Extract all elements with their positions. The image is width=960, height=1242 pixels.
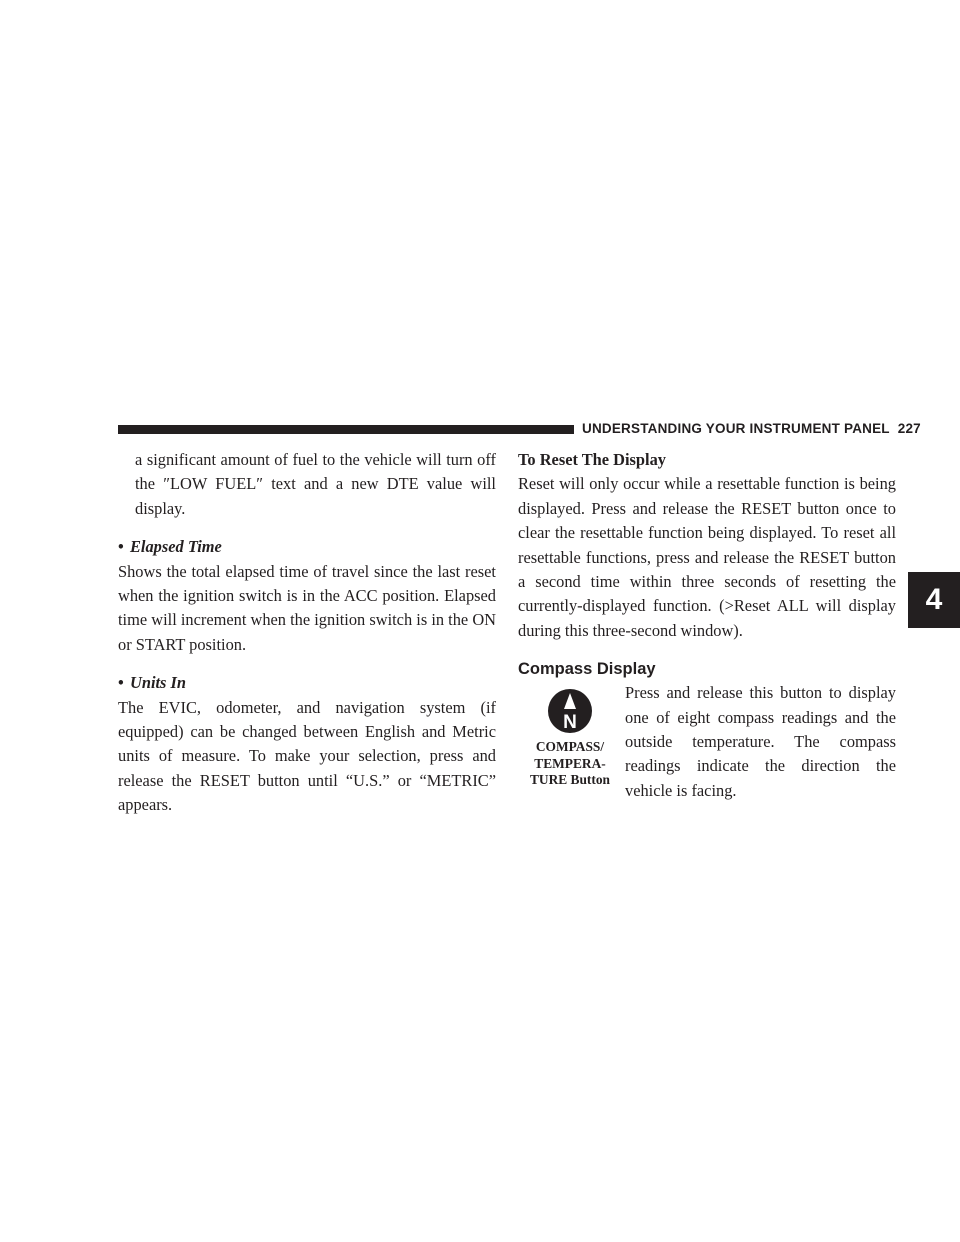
units-in-heading: • Units In	[118, 671, 496, 695]
chapter-tab: 4	[908, 572, 960, 628]
right-column	[518, 448, 896, 800]
compass-display-paragraph: Press and release this button to display one of eight compass readings and the outside temperature. The compass readings indicate the direction the vehicle is facing.	[625, 683, 896, 800]
compass-display-heading: Compass Display	[518, 660, 656, 679]
running-header	[582, 421, 921, 436]
compass-button-caption: COMPASS/ TEMPERA- TURE Button	[530, 739, 610, 788]
bullet-icon: •	[118, 673, 124, 693]
elapsed-time-heading: • Elapsed Time	[118, 535, 496, 559]
reset-display-heading: To Reset The Display	[518, 450, 666, 469]
units-in-paragraph: The EVIC, odometer, and navigation system (if equipped) can be changed between English and Metric units of measure. To make your selection, press and release the RESET button until “U.S.” or “METRIC” appears.	[118, 697, 496, 815]
continued-paragraph: a significant amount of fuel to the vehicle will turn off the ″LOW FUEL″ text and a new DTE value will display.	[135, 450, 496, 518]
left-column	[118, 448, 496, 818]
compass-letter: N	[563, 712, 577, 734]
reset-display-paragraph: Reset will only occur while a resettable function is being displayed. Press and release the RESET button once to clear the resettable function being displayed. To reset all resettable functions, press and release the RESET button a second time within three seconds of resetting the currently-displayed function. (>Reset ALL will display during this three-second window).	[518, 474, 896, 640]
compass-icon	[546, 687, 594, 735]
page-number: 227	[897, 421, 921, 436]
compass-section	[518, 681, 896, 800]
bullet-icon: •	[118, 537, 124, 557]
section-title: UNDERSTANDING YOUR INSTRUMENT PANEL	[582, 421, 890, 436]
elapsed-time-paragraph: Shows the total elapsed time of travel since the last reset when the ignition switch is in the ACC position. Elapsed time will increment when the ignition switch is in the ON or START position.	[118, 561, 496, 654]
compass-button-figure	[518, 683, 622, 789]
header-rule	[118, 425, 574, 434]
